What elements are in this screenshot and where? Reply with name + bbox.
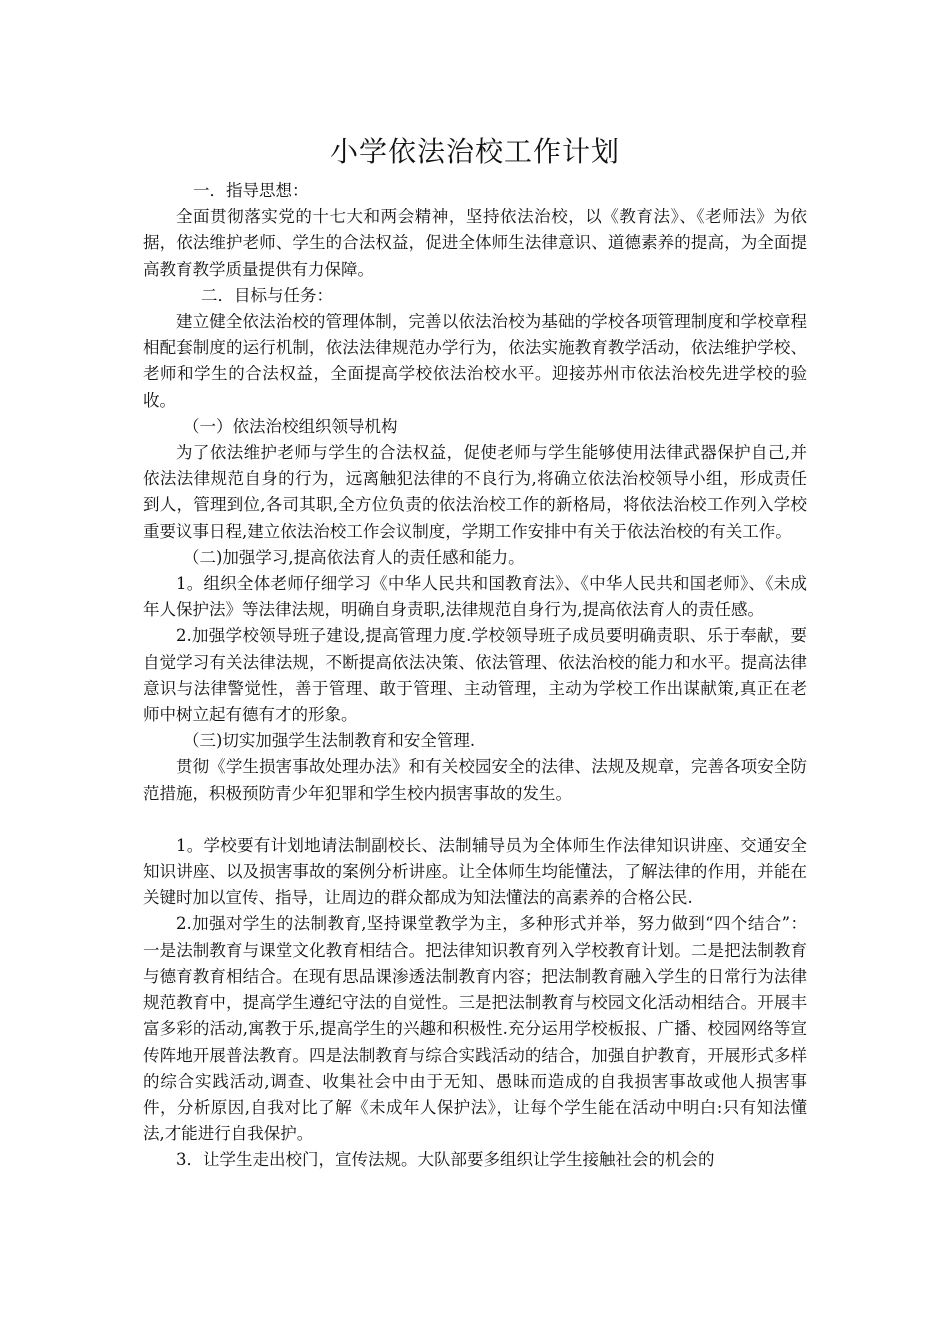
section-heading-goals-tasks: 二．目标与任务： [201,285,333,305]
paragraph: 贯彻《学生损害事故处理办法》和有关校园安全的法律、法规及规章，完善各项安全防范措施，积极预防青少年犯罪和学生校内损害事故的发生。 [143,757,807,803]
paragraph: 1。学校要有计划地请法制副校长、法制辅导员为全体师生作法律知识讲座、交通安全知识讲座、以及损害事故的案例分析讲座。让全体师生均能懂法，了解法律的作用，并能在关键时加以宣传、指导，让周边的群众都成为知法懂法的高素养的合格公民. [143,835,807,908]
paragraph: 2.加强对学生的法制教育,坚持课堂教学为主，多种形式并举，努力做到“四个结合”：一是法制教育与课堂文化教育相结合。把法律知识教育列入学校教育计划。二是把法制教育与德育教育相结合。在现有思品课渗透法制教育内容；把法制教育融入学生的日常行为法律规范教育中，提高学生遵纪守法的自觉性。三是把法制教育与校园文化活动相结合。开展丰富多彩的活动,寓教于乐,提高学生的兴趣和积极性.充分运用学校板报、广播、校园网络等宣传阵地开展普法教育。四是法制教育与综合实践活动的结合，加强自护教育，开展形式多样的综合实践活动,调查、收集社会中由于无知、愚昧而造成的自我损害事故或他人损害事件，分析原因,自我对比了解《未成年人保护法》，让每个学生能在活动中明白:只有知法懂法,才能进行自我保护。 [143,914,807,1144]
paragraph: 建立健全依法治校的管理体制，完善以依法治校为基础的学校各项管理制度和学校章程相配套制度的运行机制，依法法律规范办学行为，依法实施教育教学活动，依法维护学校、老师和学生的合法权益，全面提高学校依法治校水平。迎接苏州市依法治校先进学校的验收。 [143,312,807,410]
paragraph: 1。组织全体老师仔细学习《中华人民共和国教育法》、《中华人民共和国老师》、《未成年人保护法》等法律法规，明确自身责职,法律规范自身行为,提高依法育人的责任感。 [143,574,807,620]
paragraph: 为了依法维护老师与学生的合法权益，促使老师与学生能够使用法律武器保护自己,并依法法律规范自身的行为，远离触犯法律的不良行为,将确立依法治校领导小组，形成责任到人，管理到位,各司其职,全方位负责的依法治校工作的新格局，将依法治校工作列入学校重要议事日程,建立依法治校工作会议制度，学期工作安排中有关于依法治校的有关工作。 [143,443,807,541]
subsection-heading-2: （二)加强学习,提高依法育人的责任感和能力。 [183,547,525,567]
document-title: 小学依法治校工作计划 [329,135,620,168]
paragraph: 3．让学生走出校门，宣传法规。大队部要多组织让学生接触社会的机会的 [176,1150,715,1170]
subsection-heading-1: （一）依法治校组织领导机构 [183,416,398,436]
subsection-heading-3: （三)切实加强学生法制教育和安全管理. [183,731,476,751]
paragraph: 全面贯彻落实党的十七大和两会精神，坚持依法治校，以《教育法》、《老师法》为依据，依法维护老师、学生的合法权益，促进全体师生法律意识、道德素养的提高，为全面提高教育教学质量提供有力保障。 [143,207,807,279]
section-heading-guiding-ideology: 一．指导思想： [193,181,309,200]
document-body [143,178,807,1174]
paragraph-gap [143,807,807,833]
paragraph: 2.加强学校领导班子建设,提高管理力度.学校领导班子成员要明确责职、乐于奉献，要自觉学习有关法律法规，不断提高依法决策、依法管理、依法治校的能力和水平。提高法律意识与法律警觉性，善于管理、敢于管理、主动管理，主动为学校工作出谋献策,真正在老师中树立起有德有才的形象。 [143,626,807,725]
